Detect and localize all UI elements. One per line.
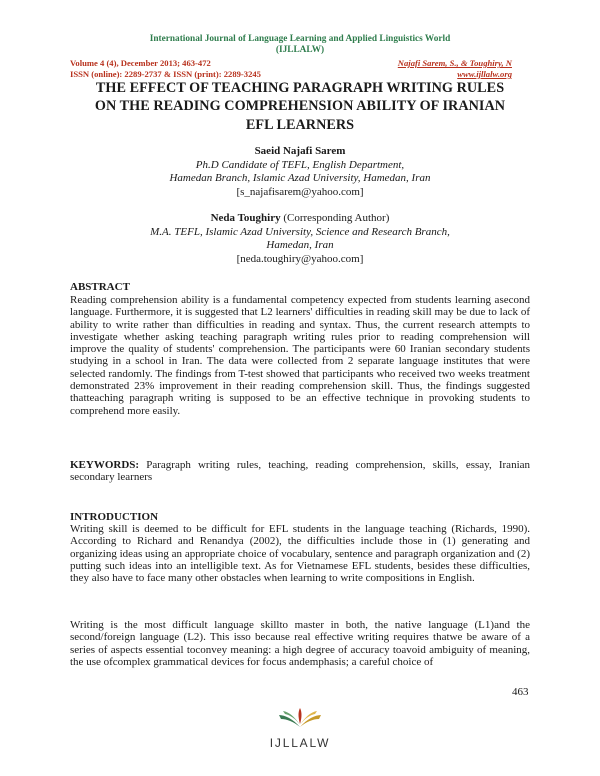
author-1-affiliation-1: Ph.D Candidate of TEFL, English Department,	[195, 158, 405, 171]
abstract-heading: ABSTRACT	[70, 281, 130, 293]
introduction-heading: INTRODUCTION	[70, 511, 159, 523]
author-2-affiliation-2: Hamedan, Iran	[266, 239, 334, 251]
keywords	[70, 459, 530, 484]
author-2-block	[0, 212, 600, 266]
introduction-paragraph-1: Writing skill is deemed to be difficult for EFL students in the language teaching (Richards, 1990). According to Richard and Renandya (2002), the difficulties include those in (1) generating and organizing ideas using an appropriate choice of vocabulary, sentence and paragraph organization and (2) putting such ideas into an intelligible text. As for Vietnamese EFL students, besides these difficulties, they also have to face many other obstacles when learning to write compositions in English.	[70, 523, 530, 585]
issn-row	[70, 69, 512, 79]
paper-title	[60, 79, 540, 134]
journal-header	[0, 34, 600, 56]
title-line-3: EFL LEARNERS	[245, 116, 355, 133]
journal-logo	[0, 707, 600, 750]
abstract-text: Reading comprehension ability is a fundamental competency expected from students learning asecond language. Furthermore, it is suggested that L2 learners' difficulties in reading skill may be due to lack of ability to write rather than difficulties in reading and syntax. Thus, the current research attempts to investigate whether asking teaching paragraph writing rules prior to reading comprehension will improve the quality of students' comprehension. The participants were 60 Iranian secondary students studying in a school in Iran. The data were collected from 2 separate language institutes that were selected randomly. The findings from T-test showed that participants who received two weeks treatment demonstrated 23% improvement in their reading comprehension skill. Thus, the findings suggested thatteaching paragraph writing is supposed to be an effective technique in provoking students to comprehend more easily.	[70, 294, 530, 417]
authors-short-link[interactable]: Najafi Sarem, S., & Toughiry, N	[397, 58, 512, 68]
author-1-affiliation-2: Hamedan Branch, Islamic Azad University, Hamedan, Iran	[169, 172, 431, 184]
page-number: 463	[512, 686, 529, 698]
journal-abbreviation: (IJLLALW)	[275, 45, 325, 55]
author-1-name: Saeid Najafi Sarem	[254, 145, 346, 157]
author-2-name: Neda Toughiry	[210, 212, 281, 224]
author-1-block	[0, 145, 600, 199]
author-2-email[interactable]: [neda.toughiry@yahoo.com]	[236, 252, 364, 265]
title-line-1: THE EFFECT OF TEACHING PARAGRAPH WRITING RULES	[95, 80, 505, 96]
author-1-email[interactable]: [s_najafisarem@yahoo.com]	[236, 185, 364, 198]
keywords-text: Paragraph writing rules, teaching, reading comprehension, skills, essay, Iranian secondary learners	[70, 459, 531, 484]
volume-info: Volume 4 (4), December 2013; 463-472	[70, 58, 211, 68]
website-link[interactable]: www.ijllalw.org	[457, 69, 512, 79]
issn-info: ISSN (online): 2289-2737 & ISSN (print): 2289-3245	[70, 69, 261, 79]
keywords-label: KEYWORDS:	[70, 459, 140, 471]
introduction-paragraph-2: Writing is the most difficult language skillto master in both, the native language (L1)and the second/foreign language (L2). This isso because real effective writing requires thatwe be aware of a series of aspects essential toconvey meaning: a high degree of accuracy toavoid ambiguity of meaning, the use ofcomplex grammatical devices for focus andemphasis; a careful choice of	[70, 619, 530, 668]
logo-text: IJLLALW	[269, 736, 331, 750]
author-2-role: (Corresponding Author)	[283, 212, 390, 224]
open-book-logo-icon	[277, 707, 323, 729]
volume-row	[70, 58, 512, 68]
title-line-2: ON THE READING COMPREHENSION ABILITY OF IRANIAN	[94, 98, 506, 115]
author-2-affiliation-1: M.A. TEFL, Islamic Azad University, Science and Research Branch,	[150, 225, 450, 238]
journal-title: International Journal of Language Learning and Applied Linguistics World	[149, 34, 451, 44]
